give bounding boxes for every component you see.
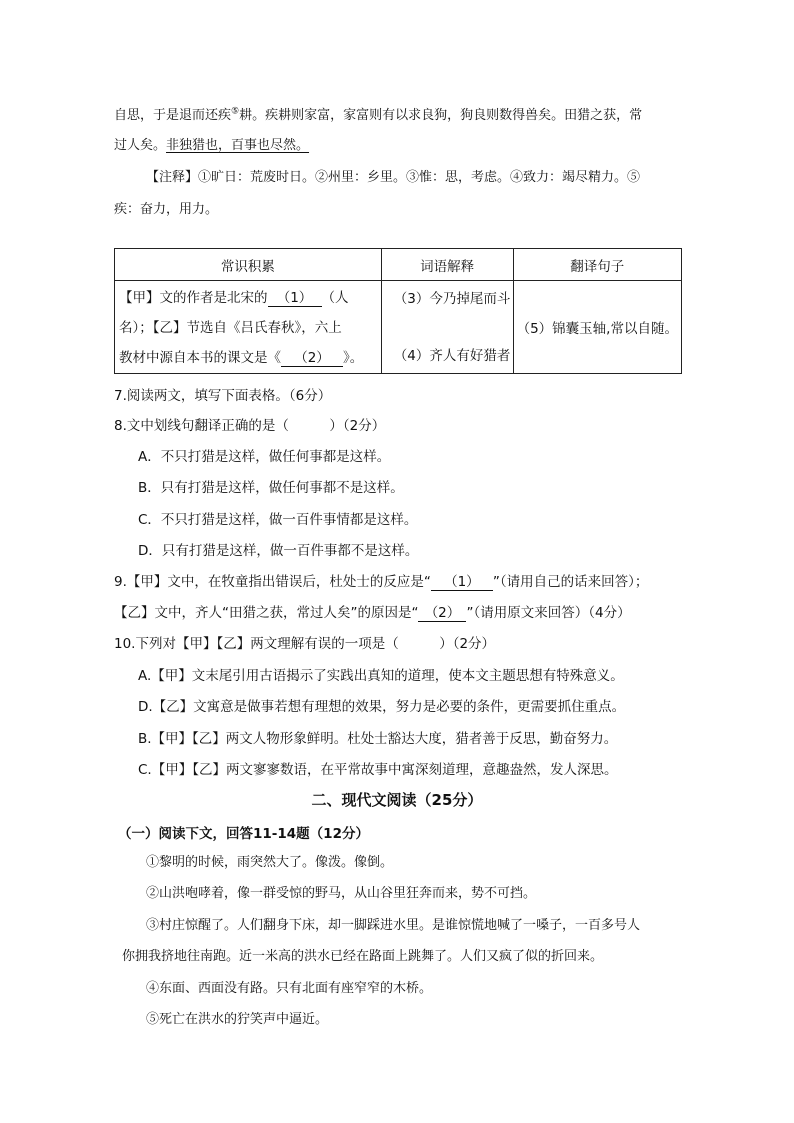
paragraph: ①黎明的时候，雨突然大了。像泼。像倒。 [146, 855, 394, 870]
paragraph: 你拥我挤地往南跑。近一米高的洪水已经在路面上跳舞了。人们又疯了似的折回来。 [122, 949, 604, 964]
passage-line: 过人矣。非独猎也，百事也尽然。 [114, 138, 310, 153]
table-header: 翻译句子 [513, 249, 681, 281]
paragraph: ③村庄惊醒了。人们翻身下床，却一脚踩进水里。是谁惊慌地喊了一嗓子，一百多号人 [146, 918, 641, 933]
annotation-line: 疾：奋力，用力。 [114, 202, 219, 217]
option-b: B.【甲】【乙】两文人物形象鲜明。杜处士豁达大度，猎者善于反思，勤奋努力。 [138, 731, 618, 747]
option-c: C．不只打猎是这样，做一百件事情都是这样。 [138, 512, 418, 528]
option-a: A．不只打猎是这样，做任何事都是这样。 [138, 449, 391, 465]
table-header: 词语解释 [381, 249, 513, 281]
answer-blank[interactable]: （1） [431, 574, 493, 591]
annotation-line: 【注释】①旷日：荒废时日。②州里：乡里。③惟：思，考虑。④致力：竭尽精力。⑤ [146, 170, 641, 185]
option-a: A.【甲】文末尾引用古语揭示了实践出真知的道理，使本文主题思想有特殊意义。 [138, 668, 624, 684]
underlined-sentence: 非独猎也，百事也尽然。 [166, 138, 310, 153]
question-9-line1: 9.【甲】文中，在牧童指出错误后，杜处士的反应是“ （1） ”（请用自己的话来回答）； [114, 574, 649, 590]
option-d: D.【乙】文寓意是做事若想有理想的效果，努力是必要的条件，更需要抓住重点。 [138, 699, 626, 715]
option-c: C.【甲】【乙】两文寥寥数语，在平常故事中寓深刻道理，意趣盎然，发人深思。 [138, 762, 618, 778]
answer-blank[interactable]: （2） [281, 350, 343, 367]
paragraph: ⑤死亡在洪水的狞笑声中逼近。 [146, 1012, 329, 1027]
table-header: 常识积累 [115, 249, 382, 281]
section-title: 二、现代文阅读（25分） [311, 791, 483, 809]
question-10: 10.下列对【甲】【乙】两文理解有误的一项是（ ）（2分） [114, 636, 496, 652]
section-subtitle: （一）阅读下文，回答11-14题（12分） [118, 826, 369, 842]
paragraph: ④东面、西面没有路。只有北面有座窄窄的木桥。 [146, 981, 433, 996]
footnote-mark: ⑤ [231, 106, 240, 117]
answer-blank[interactable]: （1） [268, 290, 322, 307]
table-cell-knowledge: 【甲】文的作者是北宋的 （1） （人 名）；【乙】节选自《吕氏春秋》，六上 教材中源自本书的课文是《 （2） 》。 [115, 281, 382, 374]
option-b: B．只有打猎是这样，做任何事都不是这样。 [138, 480, 404, 496]
question-8: 8.文中划线句翻译正确的是（ ）（2分） [114, 418, 386, 434]
table-cell-words: （3）今乃掉尾而斗 （4）齐人有好猎者 [381, 281, 513, 374]
question-9-line2: 【乙】文中，齐人“田猎之获，常过人矣”的原因是“ （2） ”（请用原文来回答）（4分） [114, 605, 631, 621]
question-7: 7.阅读两文，填写下面表格。（6分） [114, 388, 332, 404]
passage-line: 自思，于是退而还疾⑤耕。疾耕则家富，家富则有以求良狗，狗良则数得兽矣。田猎之获，常 [114, 106, 643, 123]
answer-table [114, 248, 682, 374]
answer-blank[interactable]: （2） [418, 605, 466, 622]
paragraph: ②山洪咆哮着，像一群受惊的野马，从山谷里狂奔而来，势不可挡。 [146, 886, 537, 901]
option-d: D．只有打猎是这样，做一百件事都不是这样。 [138, 543, 419, 559]
table-cell-translate: （5）锦囊玉轴,常以自随。 [513, 281, 681, 374]
